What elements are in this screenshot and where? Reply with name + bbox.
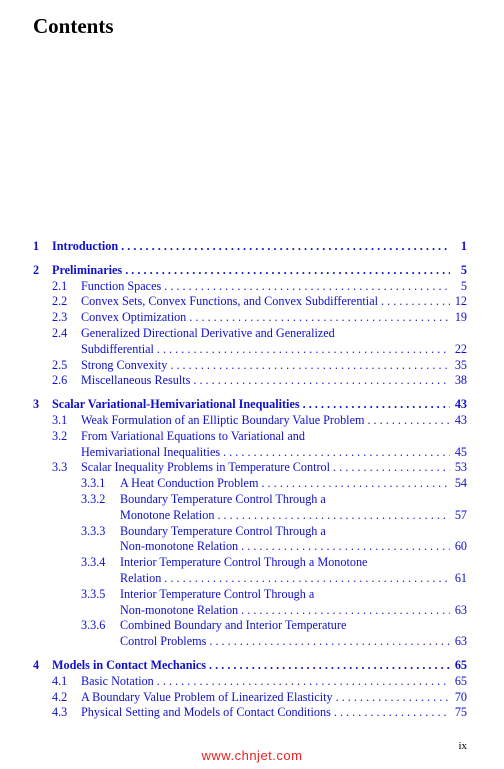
toc-entry-continuation[interactable] [33, 342, 467, 358]
toc-entry-page[interactable]: 43 [454, 412, 467, 427]
toc-entry-title[interactable]: Interior Temperature Control Through a [120, 586, 315, 601]
toc-leader-dots [303, 397, 450, 413]
toc-entry-page[interactable]: 12 [454, 294, 467, 309]
toc-entry-title[interactable]: Generalized Directional Derivative and Generalized [81, 325, 335, 340]
toc-entry-title[interactable]: Function Spaces [81, 278, 162, 293]
toc-leader-dots [209, 634, 450, 650]
toc-entry-section[interactable] [33, 373, 467, 389]
toc-entry-page[interactable]: 75 [454, 705, 467, 720]
toc-entry-page[interactable]: 63 [454, 634, 467, 649]
toc-entry-section[interactable] [33, 358, 467, 374]
toc-entry-title[interactable]: From Variational Equations to Variational and [81, 428, 305, 443]
toc-entry-title[interactable]: Convex Optimization [81, 310, 187, 325]
toc-leader-dots [121, 239, 450, 255]
toc-entry-page[interactable]: 54 [454, 476, 467, 491]
toc-entry-title[interactable]: Basic Notation [81, 673, 154, 688]
toc-entry-continuation[interactable] [33, 634, 467, 650]
toc-entry-title-continued[interactable]: Non-monotone Relation [120, 539, 239, 554]
toc-entry-number: 3.2 [52, 428, 68, 443]
toc-entry-title[interactable]: Preliminaries [52, 262, 123, 277]
toc-entry-page[interactable]: 45 [454, 444, 467, 459]
toc-leader-dots [223, 445, 450, 461]
toc-entry-page[interactable]: 61 [454, 570, 467, 585]
toc-leader-dots [157, 674, 450, 690]
toc-entry-section[interactable] [33, 690, 467, 706]
toc-entry-page[interactable]: 19 [454, 310, 467, 325]
toc-entry-page[interactable]: 60 [454, 539, 467, 554]
toc-entry-title-continued[interactable]: Non-monotone Relation [120, 602, 239, 617]
toc-entry-page[interactable]: 5 [460, 262, 467, 277]
table-of-contents [33, 239, 467, 721]
toc-entry-title[interactable]: Combined Boundary and Interior Temperature [120, 618, 347, 633]
page-title: Contents [33, 14, 114, 38]
toc-leader-dots [367, 413, 450, 429]
toc-entry-number: 1 [33, 239, 40, 253]
toc-leader-dots [209, 658, 450, 674]
toc-entry-title[interactable]: Weak Formulation of an Elliptic Boundary Value Problem [81, 412, 365, 427]
toc-entry-page[interactable]: 63 [454, 602, 467, 617]
toc-leader-dots [261, 476, 450, 492]
toc-entry-number: 3.3.2 [81, 491, 106, 506]
toc-entry-number: 2.6 [52, 373, 68, 388]
toc-entry-section[interactable] [33, 279, 467, 295]
toc-entry-number: 4 [33, 657, 40, 672]
toc-entry-section[interactable] [33, 294, 467, 310]
toc-entry-title[interactable]: Strong Convexity [81, 357, 168, 372]
toc-entry-page[interactable]: 1 [460, 239, 467, 253]
toc-entry-number: 2.4 [52, 325, 68, 340]
toc-entry-chapter[interactable] [33, 263, 467, 279]
toc-entry-title-continued[interactable]: Relation [120, 570, 162, 585]
toc-leader-dots [164, 571, 450, 587]
toc-entry-section[interactable] [33, 705, 467, 721]
toc-entry-subsection[interactable] [33, 555, 467, 571]
toc-entry-title[interactable]: Introduction [52, 239, 119, 253]
toc-leader-dots [164, 279, 450, 295]
toc-entry-chapter[interactable] [33, 658, 467, 674]
toc-leader-dots [241, 539, 450, 555]
toc-entry-section[interactable] [33, 413, 467, 429]
toc-leader-dots [381, 294, 450, 310]
toc-entry-number: 3.3.1 [81, 476, 106, 491]
toc-entry-title[interactable]: Boundary Temperature Control Through a [120, 491, 326, 506]
toc-leader-dots [170, 358, 450, 374]
toc-entry-continuation[interactable] [33, 571, 467, 587]
toc-leader-dots [241, 603, 450, 619]
toc-leader-dots [193, 373, 450, 389]
toc-entry-number: 3.3.3 [81, 523, 106, 538]
toc-leader-dots [336, 690, 450, 706]
toc-entry-number: 2.3 [52, 310, 68, 325]
toc-entry-page[interactable]: 53 [454, 460, 467, 475]
toc-entry-continuation[interactable] [33, 539, 467, 555]
toc-entry-title[interactable]: Boundary Temperature Control Through a [120, 523, 326, 538]
toc-entry-section[interactable] [33, 460, 467, 476]
toc-entry-number: 2.1 [52, 278, 68, 293]
toc-entry-title[interactable]: A Heat Conduction Problem [120, 476, 259, 491]
toc-entry-number: 2.2 [52, 294, 68, 309]
toc-entry-number: 3.3.6 [81, 618, 106, 633]
toc-entry-chapter[interactable] [33, 397, 467, 413]
toc-entry-continuation[interactable] [33, 508, 467, 524]
toc-entry-title-continued[interactable]: Monotone Relation [120, 507, 215, 522]
page-number: ix [458, 740, 467, 752]
toc-entry-page[interactable]: 65 [454, 673, 467, 688]
toc-entry-section[interactable] [33, 674, 467, 690]
toc-entry-number: 3.3 [52, 460, 68, 475]
toc-entry-number: 4.1 [52, 673, 68, 688]
toc-entry-page[interactable]: 5 [460, 278, 467, 293]
toc-entry-chapter[interactable] [33, 239, 467, 255]
toc-entry-page[interactable]: 57 [454, 507, 467, 522]
toc-entry-title[interactable]: Scalar Inequality Problems in Temperature Control [81, 460, 331, 475]
toc-entry-subsection[interactable] [33, 524, 467, 540]
toc-entry-number: 3.1 [52, 412, 68, 427]
toc-entry-subsection[interactable] [33, 492, 467, 508]
toc-entry-number: 2 [33, 262, 40, 277]
toc-entry-title[interactable]: Models in Contact Mechanics [52, 657, 207, 672]
watermark: www.chnjet.com [201, 748, 303, 763]
toc-entry-number: 4.3 [52, 705, 68, 720]
toc-entry-number: 3 [33, 397, 40, 412]
toc-leader-dots [189, 310, 450, 326]
toc-entry-number: 3.3.5 [81, 586, 106, 601]
toc-leader-dots [334, 705, 450, 721]
toc-entry-subsection[interactable] [33, 618, 467, 634]
toc-entry-continuation[interactable] [33, 445, 467, 461]
toc-entry-continuation[interactable] [33, 603, 467, 619]
toc-entry-title-continued[interactable]: Subdifferential [81, 341, 154, 356]
toc-entry-title[interactable]: Scalar Variational-Hemivariational Inequalities [52, 397, 300, 412]
toc-entry-page[interactable]: 38 [454, 373, 467, 388]
toc-leader-dots [217, 508, 450, 524]
toc-entry-page[interactable]: 65 [454, 657, 467, 672]
toc-entry-page[interactable]: 70 [454, 689, 467, 704]
toc-entry-section[interactable] [33, 429, 467, 445]
toc-entry-number: 4.2 [52, 689, 68, 704]
toc-entry-title[interactable]: Miscellaneous Results [81, 373, 191, 388]
toc-entry-number: 2.5 [52, 357, 68, 372]
toc-entry-page[interactable]: 35 [454, 357, 467, 372]
toc-entry-section[interactable] [33, 310, 467, 326]
toc-entry-title[interactable]: A Boundary Value Problem of Linearized Elasticity [81, 689, 333, 704]
toc-entry-subsection[interactable] [33, 476, 467, 492]
toc-entry-page[interactable]: 22 [454, 341, 467, 356]
toc-entry-title-continued[interactable]: Control Problems [120, 634, 207, 649]
toc-leader-dots [125, 263, 450, 279]
toc-entry-title[interactable]: Physical Setting and Models of Contact Conditions [81, 705, 331, 720]
toc-entry-number: 3.3.4 [81, 555, 106, 570]
toc-entry-page[interactable]: 43 [454, 397, 467, 412]
toc-leader-dots [157, 342, 450, 358]
toc-entry-title[interactable]: Interior Temperature Control Through a Monotone [120, 555, 368, 570]
toc-entry-title-continued[interactable]: Hemivariational Inequalities [81, 444, 221, 459]
toc-leader-dots [333, 460, 450, 476]
toc-entry-title[interactable]: Convex Sets, Convex Functions, and Convex Subdifferential [81, 294, 378, 309]
toc-entry-section[interactable] [33, 326, 467, 342]
toc-entry-subsection[interactable] [33, 587, 467, 603]
